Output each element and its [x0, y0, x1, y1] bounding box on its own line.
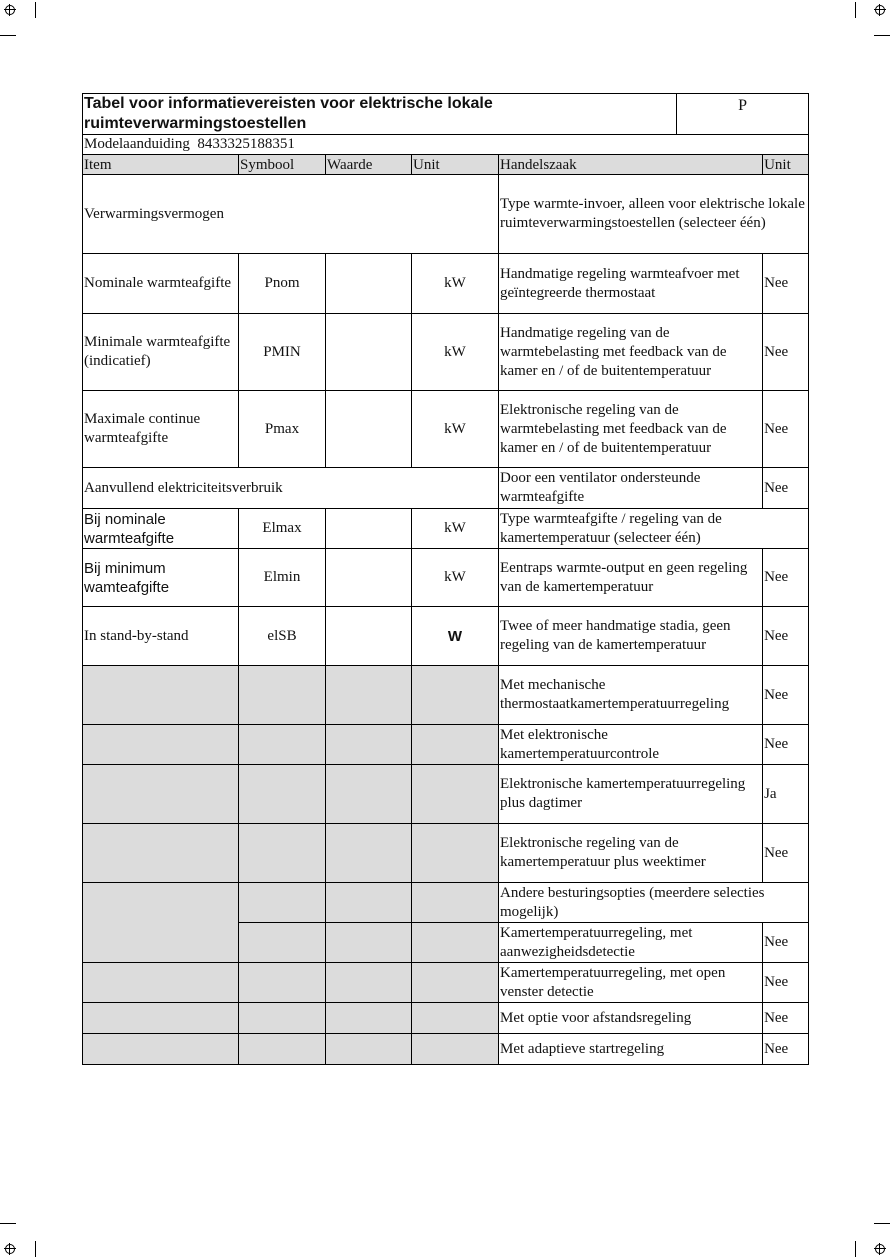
table-row — [83, 883, 809, 923]
empty-cell — [83, 963, 239, 1003]
heat-input-type: Type warmte-invoer, alleen voor elektrische lokale ruimteverwarmingstoestellen (selecteer één) — [499, 175, 809, 254]
feature: Met elektronische kamertemperatuurcontrole — [499, 725, 763, 765]
symbol: PMIN — [239, 314, 326, 391]
empty-cell — [83, 883, 239, 963]
symbol: Elmin — [239, 549, 326, 607]
empty-cell — [239, 824, 326, 883]
answer: Ja — [763, 765, 809, 824]
empty-cell — [412, 923, 499, 963]
feature: Eentraps warmte-output en geen regeling van de kamertemperatuur — [499, 549, 763, 607]
empty-cell — [326, 883, 412, 923]
feature: Met adaptieve startregeling — [499, 1034, 763, 1065]
answer: Nee — [763, 963, 809, 1003]
model-cell — [83, 135, 809, 155]
crop-mark — [874, 1223, 890, 1224]
registration-mark-bottom-left — [4, 1243, 16, 1255]
item-label: Nominale warmteafgifte — [83, 254, 239, 314]
empty-cell — [83, 725, 239, 765]
header-symbol: Symbool — [239, 155, 326, 175]
empty-cell — [83, 1034, 239, 1065]
empty-cell — [412, 765, 499, 824]
table-row — [83, 549, 809, 607]
empty-cell — [83, 765, 239, 824]
answer: Nee — [763, 391, 809, 468]
crop-mark — [874, 35, 890, 36]
answer: Nee — [763, 607, 809, 666]
feature: Kamertemperatuurregeling, met aanwezigheidsdetectie — [499, 923, 763, 963]
registration-mark-top-left — [4, 4, 16, 16]
fan-feature: Door een ventilator ondersteunde warmteafgifte — [499, 468, 763, 509]
empty-cell — [239, 765, 326, 824]
model-value: 8433325188351 — [197, 136, 295, 152]
table-row — [83, 963, 809, 1003]
empty-cell — [239, 1034, 326, 1065]
empty-cell — [412, 666, 499, 725]
symbol: Elmax — [239, 509, 326, 549]
table-row — [83, 1034, 809, 1065]
crop-mark — [35, 2, 36, 18]
empty-cell — [326, 923, 412, 963]
value — [326, 607, 412, 666]
unit: kW — [412, 391, 499, 468]
empty-cell — [83, 1003, 239, 1034]
value — [326, 549, 412, 607]
item-label: In stand-by-stand — [83, 607, 239, 666]
empty-cell — [326, 666, 412, 725]
model-label: Modelaanduiding — [84, 136, 190, 152]
feature: Elektronische regeling van de kamertemperatuur plus weektimer — [499, 824, 763, 883]
other-options-label: Andere besturingsopties (meerdere selecties mogelijk) — [499, 883, 809, 923]
feature: Kamertemperatuurregeling, met open venster detectie — [499, 963, 763, 1003]
value — [326, 509, 412, 549]
symbol: elSB — [239, 607, 326, 666]
answer: Nee — [763, 254, 809, 314]
symbol: Pnom — [239, 254, 326, 314]
table-row — [83, 765, 809, 824]
unit: kW — [412, 509, 499, 549]
answer: Nee — [763, 725, 809, 765]
unit: kW — [412, 254, 499, 314]
item-label: Maximale continue warmteafgifte — [83, 391, 239, 468]
empty-cell — [412, 1003, 499, 1034]
title-row — [83, 94, 809, 135]
table-row — [83, 254, 809, 314]
crop-mark — [855, 1241, 856, 1257]
value — [326, 391, 412, 468]
symbol: Pmax — [239, 391, 326, 468]
empty-cell — [239, 725, 326, 765]
empty-cell — [239, 1003, 326, 1034]
table-row — [83, 391, 809, 468]
empty-cell — [326, 765, 412, 824]
empty-cell — [412, 824, 499, 883]
answer: Nee — [763, 824, 809, 883]
empty-cell — [326, 963, 412, 1003]
empty-cell — [412, 1034, 499, 1065]
item-label: Bij nominale warmteafgifte — [83, 509, 239, 549]
empty-cell — [326, 1003, 412, 1034]
header-feature: Handelszaak — [499, 155, 763, 175]
header-unit2: Unit — [763, 155, 809, 175]
feature: Handmatige regeling van de warmtebelasting met feedback van de kamer en / of de buitentemperatuur — [499, 314, 763, 391]
heating-power-label: Verwarmingsvermogen — [83, 175, 499, 254]
empty-cell — [83, 824, 239, 883]
heating-power-row — [83, 175, 809, 254]
item-label: Bij minimum wamteafgifte — [83, 549, 239, 607]
spec-table — [82, 93, 809, 1065]
empty-cell — [83, 666, 239, 725]
answer: Nee — [763, 1003, 809, 1034]
empty-cell — [412, 963, 499, 1003]
crop-mark — [0, 1223, 16, 1224]
fan-answer: Nee — [763, 468, 809, 509]
answer: Nee — [763, 549, 809, 607]
answer: Nee — [763, 1034, 809, 1065]
empty-cell — [412, 883, 499, 923]
empty-cell — [239, 963, 326, 1003]
title-letter: P — [677, 94, 809, 135]
feature: Elektronische kamertemperatuurregeling plus dagtimer — [499, 765, 763, 824]
feature: Met optie voor afstandsregeling — [499, 1003, 763, 1034]
answer: Nee — [763, 314, 809, 391]
answer: Nee — [763, 923, 809, 963]
header-row — [83, 155, 809, 175]
feature: Met mechanische thermostaatkamertemperatuurregeling — [499, 666, 763, 725]
table-row — [83, 824, 809, 883]
header-value: Waarde — [326, 155, 412, 175]
empty-cell — [239, 923, 326, 963]
table-row — [83, 725, 809, 765]
model-row — [83, 135, 809, 155]
empty-cell — [412, 725, 499, 765]
crop-mark — [855, 2, 856, 18]
value — [326, 314, 412, 391]
header-item: Item — [83, 155, 239, 175]
empty-cell — [326, 725, 412, 765]
header-unit: Unit — [412, 155, 499, 175]
empty-cell — [239, 883, 326, 923]
crop-mark — [0, 35, 16, 36]
feature: Handmatige regeling warmteafvoer met geïntegreerde thermostaat — [499, 254, 763, 314]
table-row — [83, 314, 809, 391]
registration-mark-top-right — [874, 4, 886, 16]
empty-cell — [326, 824, 412, 883]
table-row — [83, 509, 809, 549]
empty-cell — [239, 666, 326, 725]
crop-mark — [35, 1241, 36, 1257]
feature: Twee of meer handmatige stadia, geen regeling van de kamertemperatuur — [499, 607, 763, 666]
table-row — [83, 666, 809, 725]
unit: kW — [412, 549, 499, 607]
electricity-row — [83, 468, 809, 509]
table-row — [83, 607, 809, 666]
table-row — [83, 1003, 809, 1034]
answer: Nee — [763, 666, 809, 725]
unit: W — [412, 607, 499, 666]
value — [326, 254, 412, 314]
electricity-label: Aanvullend elektriciteitsverbruik — [83, 468, 499, 509]
empty-cell — [326, 1034, 412, 1065]
control-type: Type warmteafgifte / regeling van de kamertemperatuur (selecteer één) — [499, 509, 809, 549]
unit: kW — [412, 314, 499, 391]
item-label: Minimale warmteafgifte (indicatief) — [83, 314, 239, 391]
registration-mark-bottom-right — [874, 1243, 886, 1255]
feature: Elektronische regeling van de warmtebelasting met feedback van de kamer en / of de buitentemperatuur — [499, 391, 763, 468]
table-title: Tabel voor informatievereisten voor elektrische lokale ruimteverwarmingstoestellen — [83, 94, 677, 135]
